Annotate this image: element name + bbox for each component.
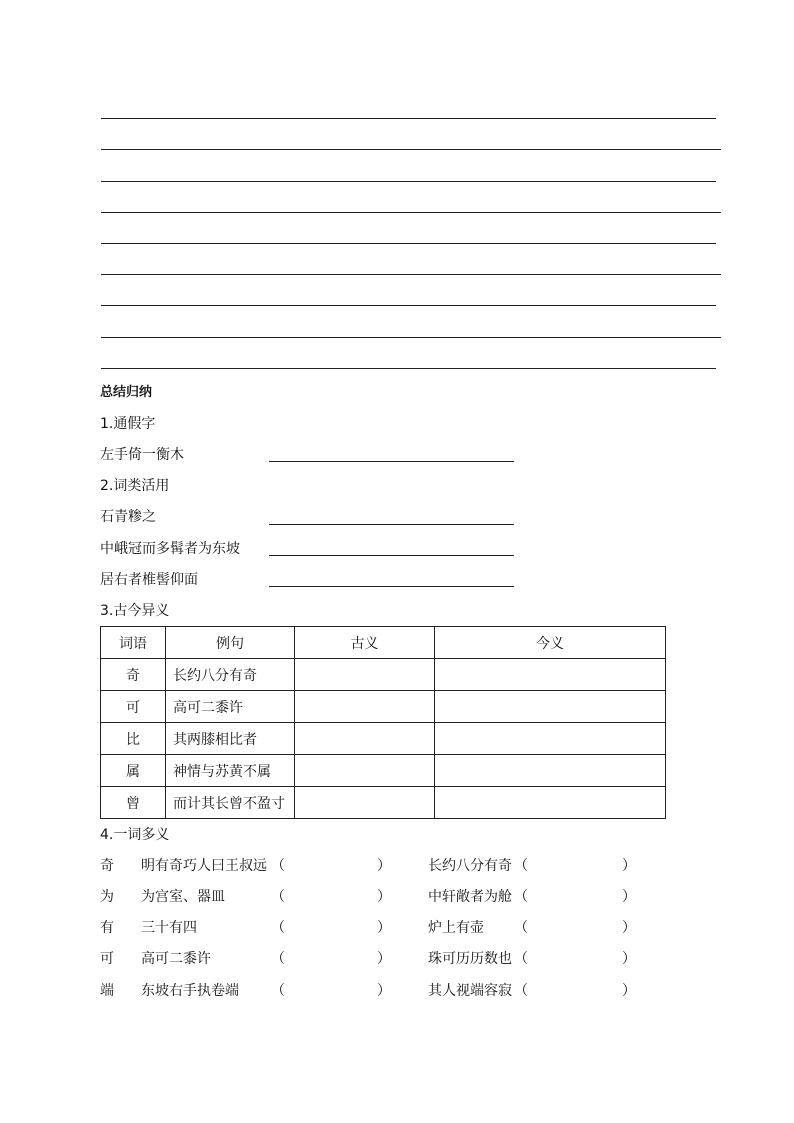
answer-blank[interactable] <box>269 586 514 587</box>
example-cell: 而计其长曾不盈寸 <box>166 787 295 819</box>
writing-line <box>101 368 716 369</box>
yici-left-sentence: 东坡右手执卷端 <box>141 983 239 999</box>
yici-left-sentence: 三十有四 <box>141 920 197 936</box>
yici-left-sentence: 为宫室、器皿 <box>141 889 225 905</box>
writing-line <box>101 243 716 244</box>
paren-open: （ <box>514 889 528 905</box>
modern-meaning-cell[interactable] <box>435 691 666 723</box>
cilei-item: 石青糁之 <box>100 509 156 525</box>
cilei-item: 中峨冠而多髯者为东坡 <box>100 541 240 557</box>
modern-meaning-cell[interactable] <box>435 787 666 819</box>
ancient-meaning-cell[interactable] <box>295 659 435 691</box>
paren-close: ） <box>377 983 391 999</box>
writing-line <box>101 118 716 119</box>
tongjiazi-item: 左手倚一衡木 <box>100 447 184 463</box>
word-cell: 可 <box>101 691 166 723</box>
yici-right-sentence: 长约八分有奇 <box>428 858 512 874</box>
table-row <box>101 787 666 819</box>
gujin-table <box>100 626 666 819</box>
paren-open: （ <box>514 858 528 874</box>
paren-open: （ <box>514 951 528 967</box>
table-row <box>101 659 666 691</box>
paren-close: ） <box>622 858 636 874</box>
paren-open: （ <box>514 983 528 999</box>
paren-open: （ <box>271 889 285 905</box>
paren-close: ） <box>377 858 391 874</box>
paren-open: （ <box>514 920 528 936</box>
yici-right-sentence: 中轩敞者为舱 <box>428 889 512 905</box>
cilei-heading: 2.词类活用 <box>100 478 170 494</box>
paren-close: ） <box>622 889 636 905</box>
yici-word: 可 <box>100 951 114 967</box>
gujin-heading: 3.古今异义 <box>100 603 170 619</box>
writing-line <box>101 337 721 338</box>
header-word: 词语 <box>101 627 166 659</box>
word-cell: 奇 <box>101 659 166 691</box>
word-cell: 比 <box>101 723 166 755</box>
example-cell: 长约八分有奇 <box>166 659 295 691</box>
cilei-item: 居右者椎髻仰面 <box>100 572 198 588</box>
paren-open: （ <box>271 951 285 967</box>
ancient-meaning-cell[interactable] <box>295 723 435 755</box>
table-header-row <box>101 627 666 659</box>
paren-close: ） <box>622 920 636 936</box>
word-cell: 属 <box>101 755 166 787</box>
paren-close: ） <box>377 920 391 936</box>
ancient-meaning-cell[interactable] <box>295 787 435 819</box>
table-row <box>101 723 666 755</box>
summary-heading: 总结归纳 <box>100 385 153 400</box>
yici-word: 端 <box>100 983 114 999</box>
header-ancient-meaning: 古义 <box>295 627 435 659</box>
example-cell: 高可二黍许 <box>166 691 295 723</box>
writing-line <box>101 274 721 275</box>
paren-close: ） <box>377 951 391 967</box>
writing-line <box>101 305 716 306</box>
paren-close: ） <box>622 951 636 967</box>
table-row <box>101 691 666 723</box>
header-example: 例句 <box>166 627 295 659</box>
example-cell: 神情与苏黄不属 <box>166 755 295 787</box>
writing-line <box>101 149 721 150</box>
ancient-meaning-cell[interactable] <box>295 691 435 723</box>
paren-open: （ <box>271 983 285 999</box>
yici-left-sentence: 高可二黍许 <box>141 951 211 967</box>
paren-close: ） <box>622 983 636 999</box>
yici-word: 有 <box>100 920 114 936</box>
answer-blank[interactable] <box>269 461 514 462</box>
answer-blank[interactable] <box>269 555 514 556</box>
yici-word: 奇 <box>100 858 114 874</box>
writing-line <box>101 181 716 182</box>
yici-right-sentence: 炉上有壶 <box>428 920 484 936</box>
table-row <box>101 755 666 787</box>
answer-blank[interactable] <box>269 524 514 525</box>
yici-word: 为 <box>100 889 114 905</box>
modern-meaning-cell[interactable] <box>435 723 666 755</box>
yici-heading: 4.一词多义 <box>100 827 170 843</box>
modern-meaning-cell[interactable] <box>435 755 666 787</box>
yici-right-sentence: 其人视端容寂 <box>428 983 512 999</box>
ancient-meaning-cell[interactable] <box>295 755 435 787</box>
paren-open: （ <box>271 858 285 874</box>
example-cell: 其两膝相比者 <box>166 723 295 755</box>
yici-left-sentence: 明有奇巧人曰王叔远 <box>141 858 267 874</box>
yici-right-sentence: 珠可历历数也 <box>428 951 512 967</box>
word-cell: 曾 <box>101 787 166 819</box>
writing-line <box>101 212 721 213</box>
header-modern-meaning: 今义 <box>435 627 666 659</box>
paren-open: （ <box>271 920 285 936</box>
modern-meaning-cell[interactable] <box>435 659 666 691</box>
paren-close: ） <box>377 889 391 905</box>
tongjiazi-heading: 1.通假字 <box>100 416 156 432</box>
